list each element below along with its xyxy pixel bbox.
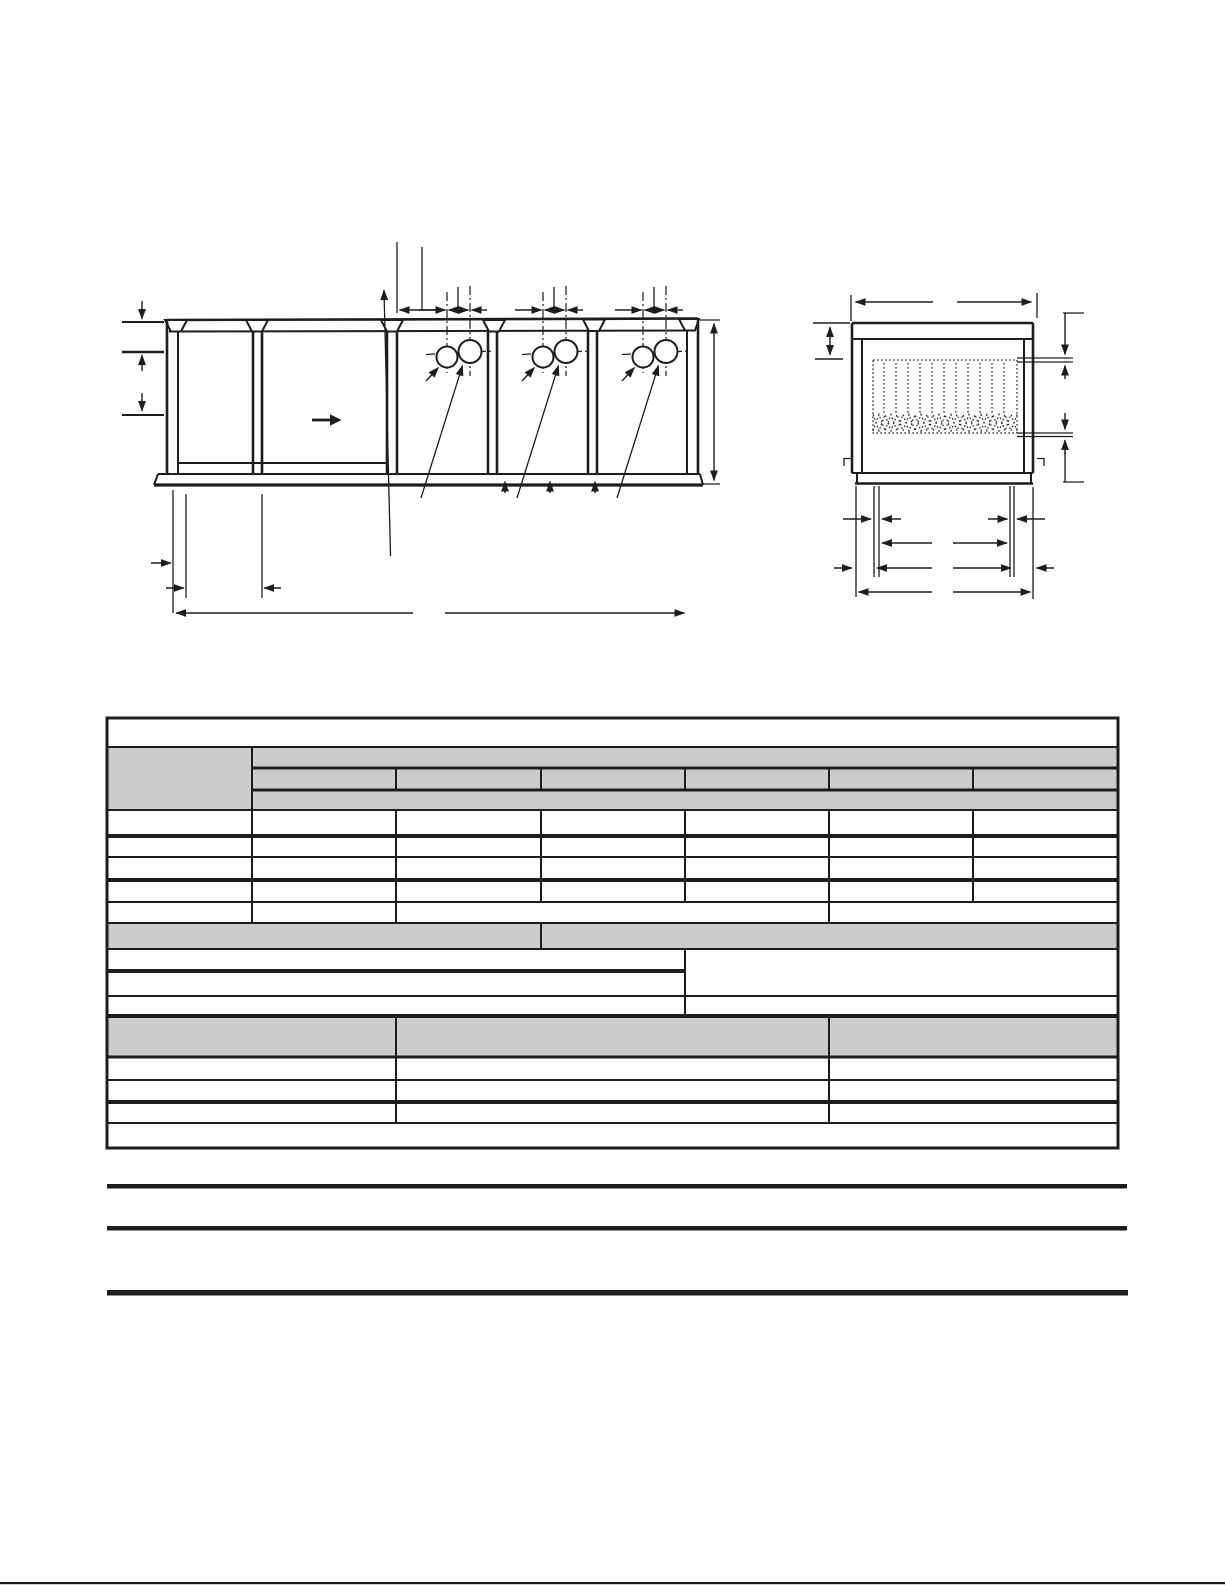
unit-cabinet bbox=[154, 319, 703, 486]
leader-arrow bbox=[522, 368, 535, 382]
rule-1 bbox=[107, 1184, 1127, 1189]
width-dimension bbox=[851, 293, 1037, 321]
leader-arrow bbox=[517, 366, 559, 499]
horizontal-rules bbox=[0, 1184, 1225, 1584]
section-c-header bbox=[107, 1016, 1118, 1057]
knockout-circle bbox=[655, 340, 678, 363]
corner-mark bbox=[844, 459, 851, 467]
rule-3 bbox=[107, 1290, 1128, 1296]
side-view-drawing bbox=[122, 242, 720, 613]
end-view-drawing bbox=[813, 293, 1084, 599]
knockout-circle bbox=[555, 340, 578, 363]
leader-arrow bbox=[421, 366, 463, 499]
specs-table bbox=[107, 718, 1118, 1148]
knockout-panel-1 bbox=[419, 286, 493, 498]
top-band-dimension bbox=[813, 323, 850, 359]
leader-arrow bbox=[426, 368, 439, 382]
rule-2 bbox=[107, 1226, 1127, 1231]
left-dimension-ticks bbox=[122, 301, 164, 415]
corner-mark bbox=[1037, 459, 1044, 467]
height-dimension bbox=[700, 320, 720, 484]
row-header-cell bbox=[107, 747, 252, 810]
bottom-dimensions bbox=[151, 490, 685, 613]
condenser-coil bbox=[873, 360, 1017, 433]
leader-arrow bbox=[617, 366, 659, 499]
knockout-circle bbox=[533, 347, 554, 368]
top-leader-lines bbox=[384, 242, 422, 556]
header-lower-band bbox=[252, 790, 1118, 810]
leader-arrow bbox=[622, 368, 635, 382]
end-bottom-dimensions bbox=[834, 486, 1054, 599]
knockout-circle bbox=[437, 347, 458, 368]
section-b-header bbox=[107, 923, 1118, 949]
airflow-arrow-icon bbox=[312, 414, 342, 426]
header-span-band bbox=[252, 747, 1118, 768]
knockout-circle bbox=[633, 347, 654, 368]
knockout-circle bbox=[459, 340, 482, 363]
page-bottom-edge bbox=[0, 1582, 1225, 1584]
